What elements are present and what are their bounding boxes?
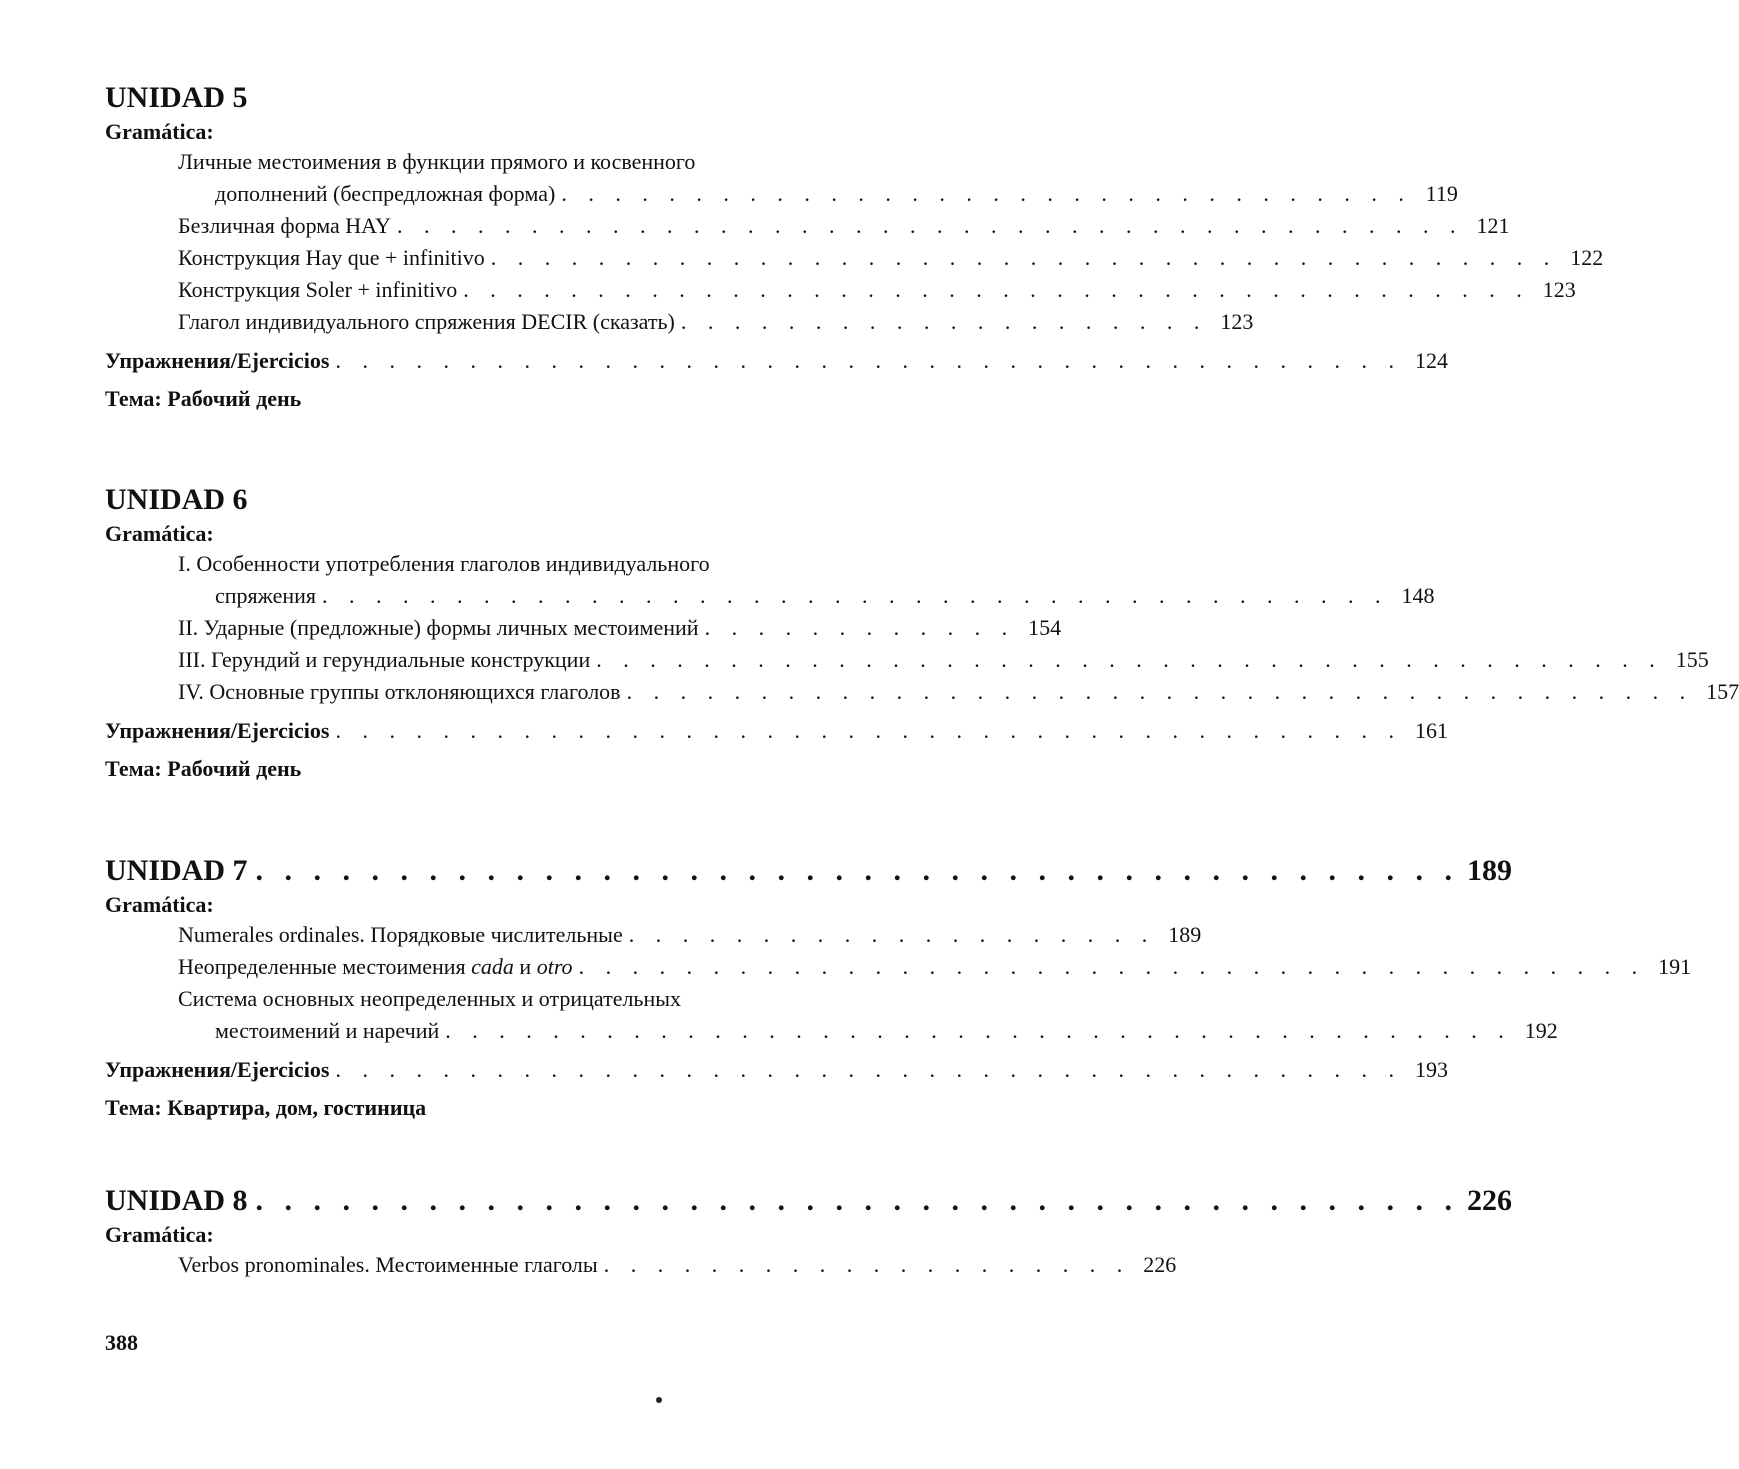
toc-entry: Личные местоимения в функции прямого и косвенного [178,149,696,174]
toc-entry: IV. Основные группы отклоняющихся глаголов . . . . . . . . . . . . . . . . . . . . . . . . . . . . . . . . . . . . . . . . 157 [105,676,925,708]
page-number: 123 [1220,309,1254,334]
section-title: Gramática: [105,521,214,546]
toc-entry: II. Ударные (предложные) формы личных местоимений . . . . . . . . . . . . 154 [105,612,925,644]
toc-entry: Система основных неопределенных и отрицательных [178,986,682,1011]
page-number: 123 [1542,277,1576,302]
leader-dots: . . . . . . . . . . . . . . . . . . . . . . . . . . . . . . . . . . . . . . . . [335,1057,1402,1082]
toc-entry: дополнений (беспредложная форма) . . . . . . . . . . . . . . . . . . . . . . . . . . . . . . . . 119 [105,178,925,210]
toc-entry: III. Герундий и герундиальные конструкции . . . . . . . . . . . . . . . . . . . . . . . . . . . . . . . . . . . . . . . . 155 [105,644,925,676]
unit-title: UNIDAD 7 . . . . . . . . . . . . . . . . . . . . . . . . . . . . . . . . . . . . . . . . . . 189 [105,854,1512,887]
theme-line: Тема: Квартира, дом, гостиница [105,1095,427,1120]
toc-entry: Конструкция Soler + infinitivo . . . . . . . . . . . . . . . . . . . . . . . . . . . . . . . . . . . . . . . . 123 [105,274,925,306]
leader-dots: . . . . . . . . . . . . . . . . . . . . . . . . . . . . . . . . . . . . . . . . [335,348,1402,373]
leader-dots: . . . . . . . . . . . . . . . . . . . . . . . . . . . . . . . . . . . . . . . . [335,718,1402,743]
entry-text-mixed: Неопределенные местоимения cada и otro [178,954,573,979]
leader-dots: . . . . . . . . . . . . . . . . . . . . . . . . . . . . . . . . . . . . . . . . [322,583,1389,608]
page-number: 155 [1675,647,1709,672]
page-number: 189 [1168,922,1202,947]
exercises-entry: Упражнения/Ejercicios . . . . . . . . . . . . . . . . . . . . . . . . . . . . . . . . . . . . . . . . 193 [105,1053,925,1087]
page-number: 226 [1143,1252,1177,1277]
section-title: Gramática: [105,119,214,144]
toc-entry: Глагол индивидуального спряжения DECIR (сказать) . . . . . . . . . . . . . . . . . . . . 123 [105,306,925,338]
page-number: 157 [1706,679,1739,704]
page-number: 161 [1414,718,1448,743]
toc-entry: местоимений и наречий . . . . . . . . . . . . . . . . . . . . . . . . . . . . . . . . . . . . . . . . 192 [105,1015,925,1047]
exercises-entry: Упражнения/Ejercicios . . . . . . . . . . . . . . . . . . . . . . . . . . . . . . . . . . . . . . . . 161 [105,714,925,748]
unit-7 [105,853,1692,1125]
exercises-entry: Упражнения/Ejercicios . . . . . . . . . . . . . . . . . . . . . . . . . . . . . . . . . . . . . . . . 124 [105,344,925,378]
unit-title: UNIDAD 5 [105,81,248,114]
leader-dots: . . . . . . . . . . . . . . . . . . . . . . . . . . . . . . . . [561,181,1412,206]
page-number: 192 [1524,1018,1558,1043]
theme-line: Тема: Рабочий день [105,386,302,411]
unit-8 [105,1183,1512,1281]
unit-title: UNIDAD 8 . . . . . . . . . . . . . . . . . . . . . . . . . . . . . . . . . . . . . . . . . . 226 [105,1184,1512,1217]
leader-dots: . . . . . . . . . . . . . . . . . . . . [603,1252,1131,1277]
leader-dots: . . . . . . . . . . . . . . . . . . . . . . . . . . . . . . . . . . . . . . . . [396,213,1464,238]
unit-title: UNIDAD 6 [105,483,248,516]
leader-dots: . . . . . . . . . . . . . . . . . . . . . . . . . . . . . . . . . . . . . . . . . . [255,854,1459,887]
page-folio: 388 [105,1330,138,1355]
leader-dots: . . . . . . . . . . . . . . . . . . . . [628,922,1156,947]
page-number: 121 [1476,213,1510,238]
unit-5 [105,80,1604,416]
page-number: 193 [1414,1057,1448,1082]
unit-6 [105,482,1739,786]
leader-dots: . . . . . . . . . . . . [704,615,1016,640]
page-number: 226 [1467,1184,1512,1217]
page-number: 119 [1425,181,1458,206]
leader-dots: . . . . . . . . . . . . . . . . . . . . [680,309,1208,334]
print-speck [656,1397,662,1403]
toc-entry: Verbos pronominales. Местоименные глаголы . . . . . . . . . . . . . . . . . . . . 226 [105,1249,925,1281]
toc-entry: Numerales ordinales. Порядковые числительные . . . . . . . . . . . . . . . . . . . . 189 [105,919,925,951]
toc-entry [105,951,1692,983]
theme-line: Тема: Рабочий день [105,756,302,781]
leader-dots: . . . . . . . . . . . . . . . . . . . . . . . . . . . . . . . . . . . . . . . . [445,1018,1512,1043]
leader-dots: . . . . . . . . . . . . . . . . . . . . . . . . . . . . . . . . . . . . . . . . . . [255,1184,1459,1217]
page-number: 122 [1570,245,1604,270]
leader-dots: . . . . . . . . . . . . . . . . . . . . . . . . . . . . . . . . . . . . . . . . [596,647,1663,672]
section-title: Gramática: [105,892,214,917]
toc-entry: спряжения . . . . . . . . . . . . . . . . . . . . . . . . . . . . . . . . . . . . . . . . 148 [105,580,925,612]
toc-entry: Безличная форма HAY . . . . . . . . . . . . . . . . . . . . . . . . . . . . . . . . . . . . . . . . 121 [105,210,925,242]
section-title: Gramática: [105,1222,214,1247]
page-number: 124 [1414,348,1448,373]
page-number: 191 [1658,954,1692,979]
toc-entry: I. Особенности употребления глаголов индивидуального [178,551,710,576]
leader-dots: . . . . . . . . . . . . . . . . . . . . . . . . . . . . . . . . . . . . . . . . [490,245,1558,270]
toc-entry: Конструкция Hay que + infinitivo . . . . . . . . . . . . . . . . . . . . . . . . . . . . . . . . . . . . . . . . 122 [105,242,925,274]
leader-dots: . . . . . . . . . . . . . . . . . . . . . . . . . . . . . . . . . . . . . . . . [578,954,1646,979]
page-number: 189 [1467,854,1512,887]
page-number: 154 [1028,615,1062,640]
leader-dots: . . . . . . . . . . . . . . . . . . . . . . . . . . . . . . . . . . . . . . . . [463,277,1530,302]
leader-dots: . . . . . . . . . . . . . . . . . . . . . . . . . . . . . . . . . . . . . . . . [626,679,1694,704]
page-number: 148 [1401,583,1435,608]
